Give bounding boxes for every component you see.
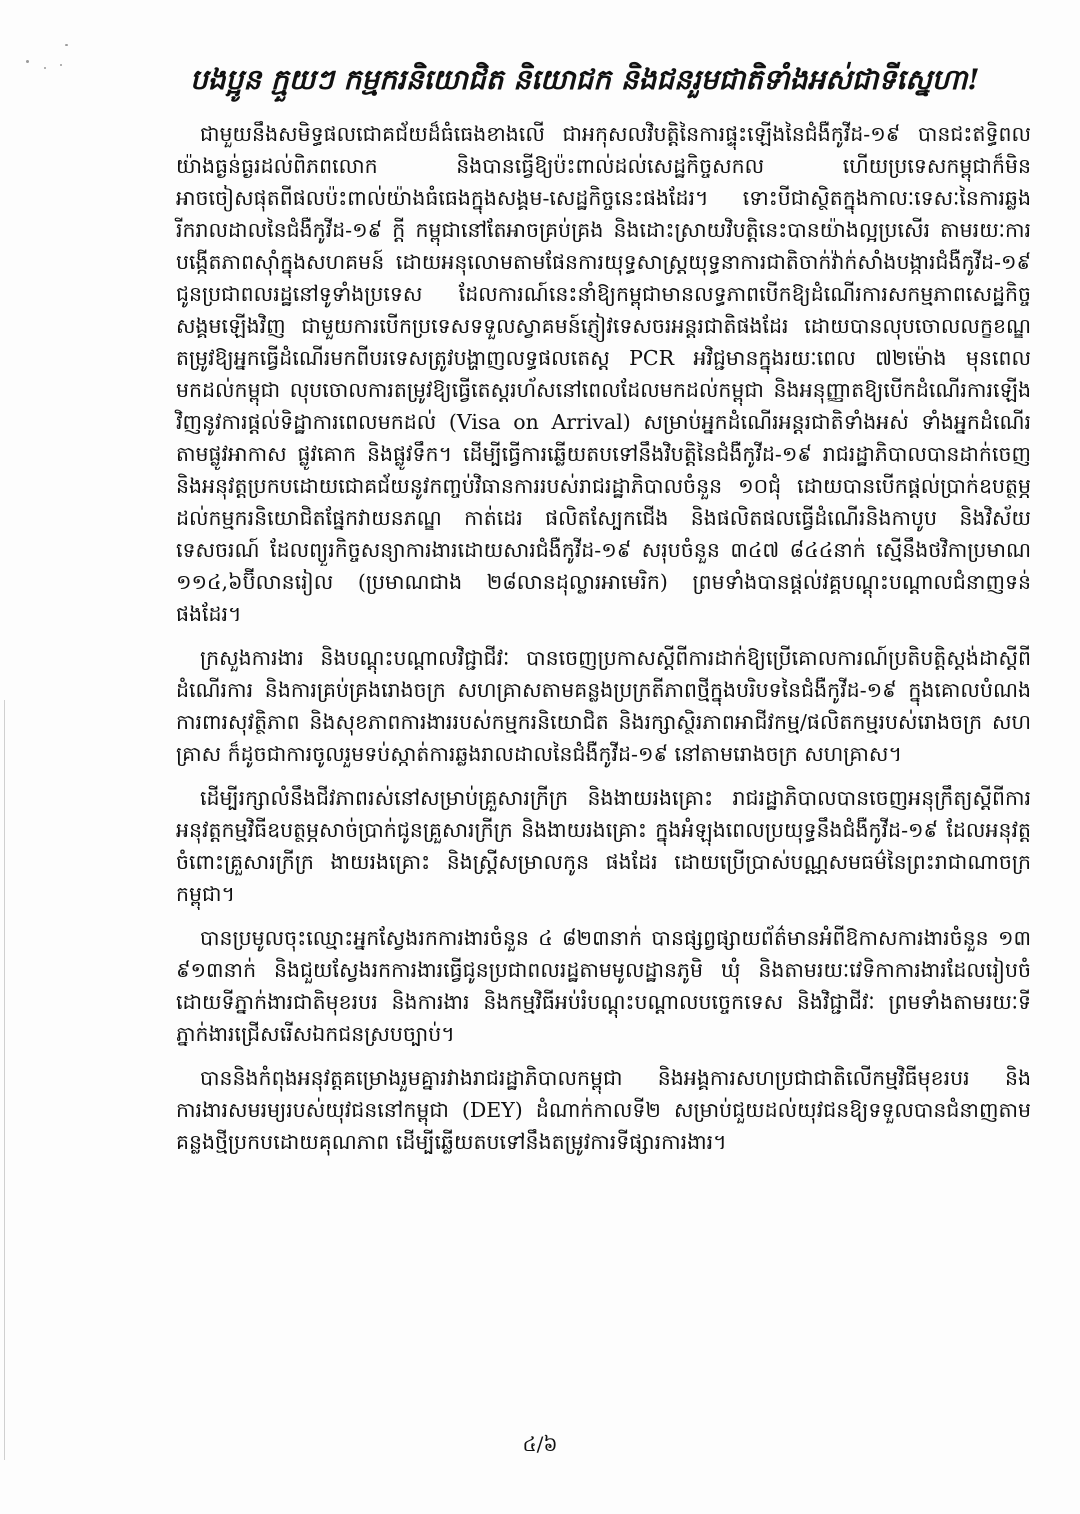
paragraph-cash-transfer: ដើម្បីរក្សាលំនឹងជីវភាពរស់នៅសម្រាប់គ្រួសារក្រីក្រ និងងាយរងគ្រោះ រាជរដ្ឋាភិបាលបានចេញអនុក្រឹត្យស្ដីពីការអនុវត្តកម្មវិធីឧបត្ថម្ភសាច់ប្រាក់ជូនគ្រួសារក្រីក្រ និងងាយរងគ្រោះ ក្នុងអំឡុងពេលប្រយុទ្ធនឹងជំងឺកូវីដ-១៩ ដែលអនុវត្តចំពោះគ្រួសារក្រីក្រ ងាយរងគ្រោះ និងស្ត្រីសម្រាលកូន ផងដែរ ដោយប្រើប្រាស់បណ្ណសមធម៌នៃព្រះរាជាណាចក្រកម្ពុជា។ (176, 786, 1031, 906)
scan-speck (65, 44, 68, 46)
paragraph-covid-impact: ជាមួយនឹងសមិទ្ធផលជោគជ័យដ៏ធំធេងខាងលើ ជាអកុសលវិបត្តិនៃការផ្ទុះឡើងនៃជំងឺកូវីដ-១៩ បានជះឥទ្ធិពលយ៉ាងធ្ងន់ធ្ងរដល់ពិភពលោក និងបានធ្វើឱ្យប៉ះពាល់ដល់សេដ្ឋកិច្ចសកល ហើយប្រទេសកម្ពុជាក៏មិនអាចចៀសផុតពីផលប៉ះពាល់យ៉ាងធំធេងក្នុងសង្គម-សេដ្ឋកិច្ចនេះផងដែរ។ ទោះបីជាស្ថិតក្នុងកាលៈទេសៈនៃការឆ្លងរីករាលដាលនៃជំងឺកូវីដ-១៩ ក្ដី កម្ពុជានៅតែអាចគ្រប់គ្រង និងដោះស្រាយវិបត្តិនេះបានយ៉ាងល្អប្រសើរ តាមរយៈការបង្កើតភាពស៊ាំក្នុងសហគមន៍ ដោយអនុលោមតាមផែនការយុទ្ធសាស្ត្រយុទ្ធនាការជាតិចាក់វ៉ាក់សាំងបង្ការជំងឺកូវីដ-១៩ ជូនប្រជាពលរដ្ឋនៅទូទាំងប្រទេស ដែលការណ៍នេះនាំឱ្យកម្ពុជាមានលទ្ធភាពបើកឱ្យដំណើរការសកម្មភាពសេដ្ឋកិច្ចសង្គមឡើងវិញ ជាមួយការបើកប្រទេសទទួលស្វាគមន៍ភ្ញៀវទេសចរអន្តរជាតិផងដែរ ដោយបានលុបចោលលក្ខខណ្ឌតម្រូវឱ្យអ្នកធ្វើដំណើរមកពីបរទេសត្រូវបង្ហាញលទ្ធផលតេស្ត PCR អវិជ្ជមានក្នុងរយៈពេល ៧២ម៉ោង មុនពេលមកដល់កម្ពុជា លុបចោលការតម្រូវឱ្យធ្វើតេស្តរហ័សនៅពេលដែលមកដល់កម្ពុជា និងអនុញ្ញាតឱ្យបើកដំណើរការឡើងវិញនូវការផ្ដល់ទិដ្ឋាការពេលមកដល់ (Visa on Arrival) សម្រាប់អ្នកដំណើរអន្តរជាតិទាំងអស់ ទាំងអ្នកដំណើរតាមផ្លូវអាកាស ផ្លូវគោក និងផ្លូវទឹក។ ដើម្បីធ្វើការឆ្លើយតបទៅនឹងវិបត្តិនៃជំងឺកូវីដ-១៩ រាជរដ្ឋាភិបាលបានដាក់ចេញ និងអនុវត្តប្រកបដោយជោគជ័យនូវកញ្ចប់វិធានការរបស់រាជរដ្ឋាភិបាលចំនួន ១០ជុំ ដោយបានបើកផ្ដល់ប្រាក់ឧបត្ថម្ភដល់កម្មករនិយោជិតផ្នែកវាយនភណ្ឌ កាត់ដេរ ផលិតស្បែកជើង និងផលិតផលធ្វើដំណើរនិងកាបូប និងវិស័យទេសចរណ៍ ដែលព្យួរកិច្ចសន្យាការងារដោយសារជំងឺកូវីដ-១៩ សរុបចំនួន ៣៤៧ ៨៤៤នាក់ ស្មើនឹងថវិកាប្រមាណ ១១៤,៦ប៊ីលានរៀល (ប្រមាណជាង ២៨លានដុល្លារអាមេរិក) ព្រមទាំងបានផ្ដល់វគ្គបណ្ដុះបណ្ដាលជំនាញទន់ផងដែរ។ (176, 122, 1031, 626)
scan-speck (26, 60, 29, 63)
document-body (176, 118, 1031, 1170)
paragraph-ministry-sop: ក្រសួងការងារ និងបណ្ដុះបណ្ដាលវិជ្ជាជីវៈ បានចេញប្រកាសស្ដីពីការដាក់ឱ្យប្រើគោលការណ៍ប្រតិបត្តិស្ដង់ដាស្ដីពីដំណើរការ និងការគ្រប់គ្រងរោងចក្រ សហគ្រាសតាមគន្លងប្រក្រតីភាពថ្មីក្នុងបរិបទនៃជំងឺកូវីដ-១៩ ក្នុងគោលបំណងការពារសុវត្ថិភាព និងសុខភាពការងាររបស់កម្មករនិយោជិត និងរក្សាស្ថិរភាពអាជីវកម្ម/ផលិតកម្មរបស់រោងចក្រ សហគ្រាស ក៏ដូចជាការចូលរួមទប់ស្កាត់ការឆ្លងរាលដាលនៃជំងឺកូវីដ-១៩ នៅតាមរោងចក្រ សហគ្រាស។ (176, 646, 1031, 766)
scan-edge-line (4, 700, 5, 1460)
paragraph-dey-project: បាននិងកំពុងអនុវត្តគម្រោងរួមគ្នារវាងរាជរដ្ឋាភិបាលកម្ពុជា និងអង្គការសហប្រជាជាតិលើកម្មវិធីមុខរបរ និងការងារសមរម្យរបស់យុវជននៅកម្ពុជា (DEY) ដំណាក់កាលទី២ សម្រាប់ជួយដល់យុវជនឱ្យទទួលបានជំនាញតាមគន្លងថ្មីប្រកបដោយគុណភាព ដើម្បីឆ្លើយតបទៅនឹងតម្រូវការទីផ្សារការងារ។ (176, 1066, 1031, 1154)
document-heading: បងប្អូន ក្មួយៗ កម្មករនិយោជិត និយោជក និងជនរួមជាតិទាំងអស់ជាទីស្នេហា! (190, 63, 980, 96)
page-number: ៤/៦ (522, 1432, 558, 1456)
scan-speck (44, 67, 46, 69)
scan-speck (60, 64, 62, 66)
paragraph-job-seekers: បានប្រមូលចុះឈ្មោះអ្នកស្វែងរកការងារចំនួន ៤ ៨២៣នាក់ បានផ្សព្វផ្សាយព័ត៌មានអំពីឱកាសការងារចំនួន ១៣ ៩១៣នាក់ និងជួយស្វែងរកការងារធ្វើជូនប្រជាពលរដ្ឋតាមមូលដ្ឋានភូមិ ឃុំ និងតាមរយៈវេទិកាការងារដែលរៀបចំដោយទីភ្នាក់ងារជាតិមុខរបរ និងការងារ និងកម្មវិធីអប់រំបណ្ដុះបណ្ដាលបច្ចេកទេស និងវិជ្ជាជីវៈ ព្រមទាំងតាមរយៈទីភ្នាក់ងារជ្រើសរើសឯកជនស្របច្បាប់។ (176, 926, 1031, 1046)
